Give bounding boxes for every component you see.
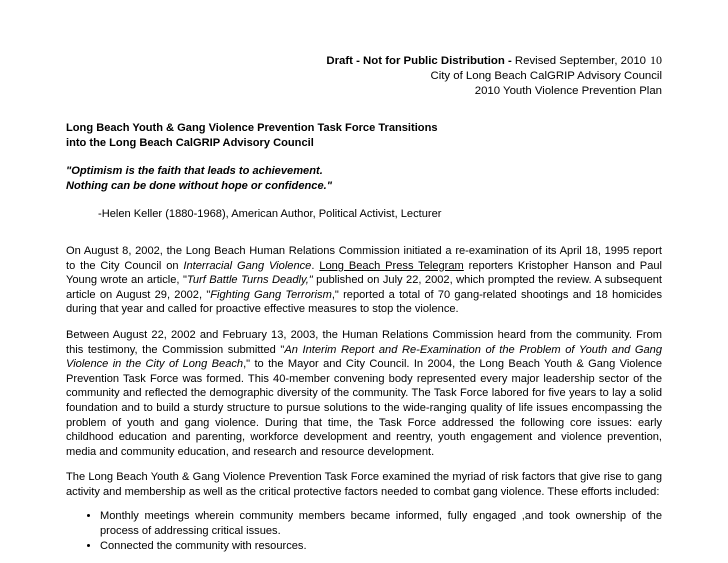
paragraph-1-text-c: reporters Kristopher Hanson and Paul Young wrote an article, " bbox=[66, 259, 662, 287]
revised-date: Revised September, 2010 bbox=[514, 55, 646, 67]
section-title bbox=[66, 121, 662, 150]
quote-line-1: "Optimism is the faith that leads to achievement. bbox=[66, 165, 323, 178]
list-item: • Monthly meetings wherein community members became informed, fully engaged ,and took ownership of the process of addressing critical issues. bbox=[100, 509, 662, 538]
page-header bbox=[326, 53, 662, 99]
paragraph-3: The Long Beach Youth & Gang Violence Prevention Task Force examined the myriad of risk factors that give rise to gang activity and membership as well as the critical protective factors needed to combat gang violence. These efforts included: bbox=[66, 471, 662, 498]
page-number: 10 bbox=[650, 53, 662, 67]
paragraph-1-italic-b: Turf Battle Turns Deadly," bbox=[186, 274, 313, 287]
header-council: City of Long Beach CalGRIP Advisory Council bbox=[430, 70, 662, 82]
paragraph-2-text-b: ," to the Mayor and City Council. In 2004, the Long Beach Youth & Gang Violence Prevention Task Force was formed. This 40-member convening body represented every major leadership sector of the community and reflected the demographic diversity of the community. The Task Force labored for five years to lay a solid foundation and to build a sturdy structure to pursue solutions to the wide-ranging quality of life issues encompassing the problem of youth and gang violence. During that time, the Task Force addressed the following core issues: early childhood education and parenting, workforce development and reentry, youth engagement and violence prevention, media and community education, and research and resource development. bbox=[66, 358, 662, 458]
quote-line-2: Nothing can be done without hope or confidence." bbox=[66, 179, 332, 192]
paragraph-2 bbox=[66, 328, 662, 459]
document-body bbox=[66, 121, 662, 553]
paragraph-1-text-d: published on July 22, 2002, which prompted the review. A subsequent article on August 29, 2002, " bbox=[66, 274, 662, 301]
paragraph-1-underline: Long Beach Press Telegram bbox=[319, 259, 464, 272]
paragraph-1-italic-c: Fighting Gang Terrorism bbox=[210, 288, 332, 301]
quote-attribution: -Helen Keller (1880-1968), American Author, Political Activist, Lecturer bbox=[98, 208, 442, 221]
paragraph-1-text-b: . bbox=[311, 259, 320, 272]
paragraph-1 bbox=[66, 244, 662, 317]
paragraph-2-text-a: Between August 22, 2002 and February 13, 2003, the Human Relations Commission heard from the community. From this testimony, the Commission submitted " bbox=[66, 328, 662, 356]
section-title-line-1: Long Beach Youth & Gang Violence Prevention Task Force Transitions bbox=[66, 122, 438, 134]
list-item: • Connected the community with resources. bbox=[100, 539, 662, 554]
paragraph-1-text-e: ," reported a total of 70 gang-related shootings and 18 homicides during that year and called for proactive effective measures to stop the violence. bbox=[66, 288, 663, 316]
quote bbox=[66, 164, 662, 193]
section-title-line-2: into the Long Beach CalGRIP Advisory Council bbox=[66, 136, 314, 149]
paragraph-1-italic-a: Interracial Gang Violence bbox=[183, 259, 312, 272]
paragraph-2-italic: An Interim Report and Re-Examination of the Problem of Youth and Gang Violence in the City of Long Beach bbox=[66, 343, 663, 371]
header-line-1 bbox=[326, 53, 662, 69]
draft-notice: Draft - Not for Public Distribution - bbox=[326, 55, 515, 67]
bullet-list bbox=[66, 509, 662, 553]
paragraph-1-text-a: On August 8, 2002, the Long Beach Human Relations Commission initiated a re-examination of its April 18, 1995 report to the City Council on bbox=[66, 244, 662, 272]
header-plan: 2010 Youth Violence Prevention Plan bbox=[474, 85, 662, 97]
